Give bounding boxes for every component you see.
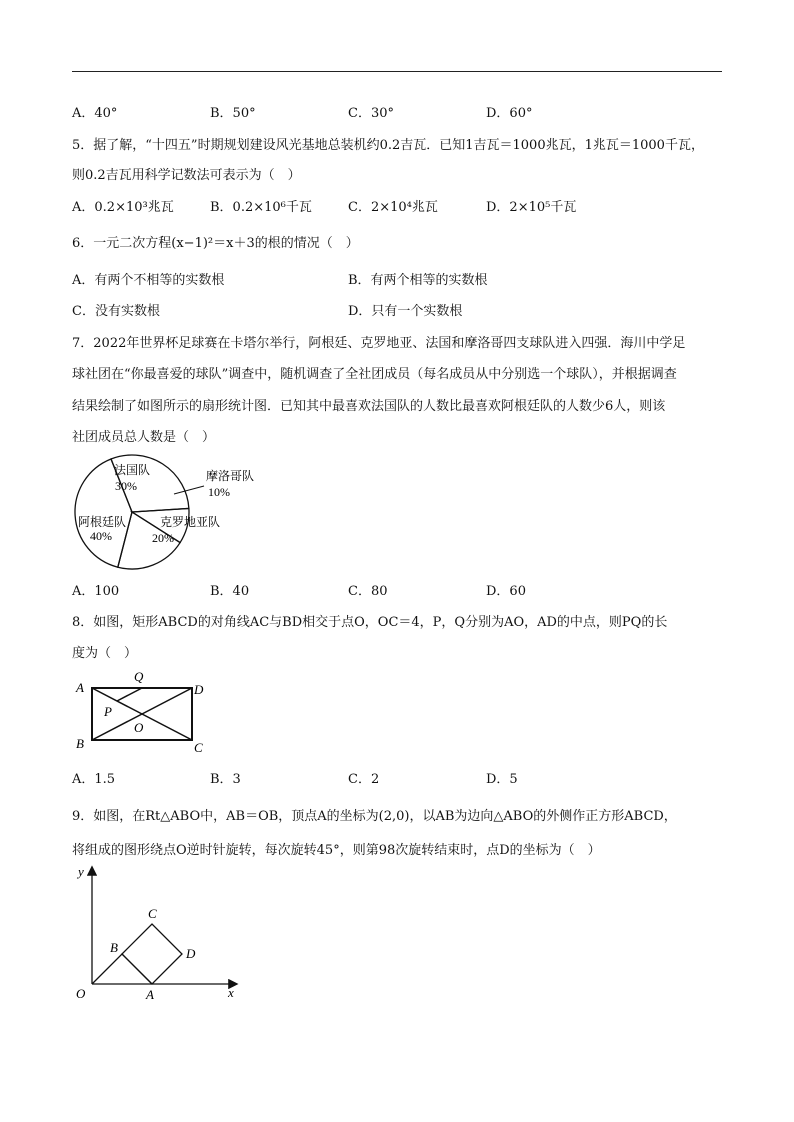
- q9-stem-line1: 9．如图，在Rt△ABO中，AB＝OB，顶点A的坐标为(2,0)，以AB为边向△ABO的外侧作正方形ABCD，: [72, 809, 677, 824]
- triangle-abo: [92, 954, 152, 984]
- q5-option-b[interactable]: B．0.2×10⁶千瓦: [210, 200, 312, 215]
- rectangle-figure: [70, 664, 210, 760]
- q7-option-b[interactable]: B．40: [210, 584, 250, 599]
- pie-chart: [66, 452, 306, 572]
- pie-label-france: 法国队: [114, 463, 151, 477]
- q7-stem-line3: 结果绘制了如图所示的扇形统计图．已知其中最喜欢法国队的人数比最喜欢阿根廷队的人数少6人，则该: [72, 399, 666, 414]
- label-c9: C: [148, 906, 157, 921]
- q7-option-d[interactable]: D．60: [486, 584, 526, 599]
- q5-option-d[interactable]: D．2×10⁵千瓦: [486, 200, 577, 215]
- q8-stem-line1: 8．如图，矩形ABCD的对角线AC与BD相交于点O，OC＝4，P，Q分别为AO，AD的中点，则PQ的长: [72, 615, 668, 630]
- q7-stem-line1: 7．2022年世界杯足球赛在卡塔尔举行，阿根廷、克罗地亚、法国和摩洛哥四支球队进入四强．海川中学足: [72, 336, 686, 351]
- pie-label-morocco: 摩洛哥队: [206, 469, 255, 483]
- q5-stem-line2: 则0.2吉瓦用科学记数法可表示为（ ）: [72, 168, 301, 183]
- q6-option-c[interactable]: C．没有实数根: [72, 304, 160, 319]
- q8-stem-line2: 度为（ ）: [72, 646, 138, 661]
- label-p: P: [104, 704, 112, 719]
- q4-option-a[interactable]: A．40°: [72, 106, 118, 121]
- q6-option-d[interactable]: D．只有一个实数根: [348, 304, 463, 319]
- q8-option-c[interactable]: C．2: [348, 772, 380, 787]
- q7-option-c[interactable]: C．80: [348, 584, 388, 599]
- label-q: Q: [134, 669, 144, 684]
- pie-value-france: 30%: [115, 479, 137, 493]
- square-abcd: [122, 924, 182, 984]
- q5-option-a[interactable]: A．0.2×10³兆瓦: [72, 200, 174, 215]
- q7-stem-line4: 社团成员总人数是（ ）: [72, 430, 216, 445]
- label-y: y: [78, 864, 84, 879]
- pie-value-argentina: 40%: [90, 529, 112, 543]
- q6-option-a[interactable]: A．有两个不相等的实数根: [72, 273, 225, 288]
- pie-label-argentina: 阿根廷队: [78, 515, 127, 529]
- q5-option-c[interactable]: C．2×10⁴兆瓦: [348, 200, 438, 215]
- q7-stem-line2: 球社团在“你最喜爱的球队”调查中，随机调查了全社团成员（每名成员从中分别选一个球队），并根据调查: [72, 367, 677, 382]
- label-a: A: [76, 680, 84, 695]
- pie-value-croatia: 20%: [152, 531, 174, 545]
- q9-stem-line2: 将组成的图形绕点O逆时针旋转，每次旋转45°，则第98次旋转结束时，点D的坐标为（ ）: [72, 843, 601, 858]
- label-o9: O: [76, 986, 86, 1001]
- q8-option-b[interactable]: B．3: [210, 772, 241, 787]
- pie-value-morocco: 10%: [208, 485, 230, 499]
- label-o: O: [134, 720, 144, 735]
- pie-label-croatia: 克罗地亚队: [160, 515, 221, 529]
- label-x: x: [228, 985, 234, 1000]
- segment-pq: [117, 688, 142, 701]
- label-b9: B: [110, 940, 118, 955]
- q5-stem-line1: 5．据了解，“十四五”时期规划建设风光基地总装机约0.2吉瓦．已知1吉瓦＝1000兆瓦，1兆瓦＝1000千瓦，: [72, 138, 704, 153]
- pie-leader-line: [174, 486, 204, 494]
- q4-option-d[interactable]: D．60°: [486, 106, 533, 121]
- q8-option-d[interactable]: D．5: [486, 772, 518, 787]
- header-rule: [72, 71, 722, 72]
- q4-option-c[interactable]: C．30°: [348, 106, 394, 121]
- q4-option-b[interactable]: B．50°: [210, 106, 256, 121]
- q6-stem: 6．一元二次方程(x−1)²＝x＋3的根的情况（ ）: [72, 236, 359, 251]
- label-d9: D: [186, 946, 196, 961]
- label-d: D: [194, 682, 204, 697]
- label-c: C: [194, 740, 203, 755]
- label-b: B: [76, 736, 84, 751]
- label-a9: A: [146, 987, 154, 1002]
- q6-option-b[interactable]: B．有两个相等的实数根: [348, 273, 488, 288]
- q7-option-a[interactable]: A．100: [72, 584, 120, 599]
- q8-option-a[interactable]: A．1.5: [72, 772, 116, 787]
- coordinate-figure: [70, 862, 250, 1007]
